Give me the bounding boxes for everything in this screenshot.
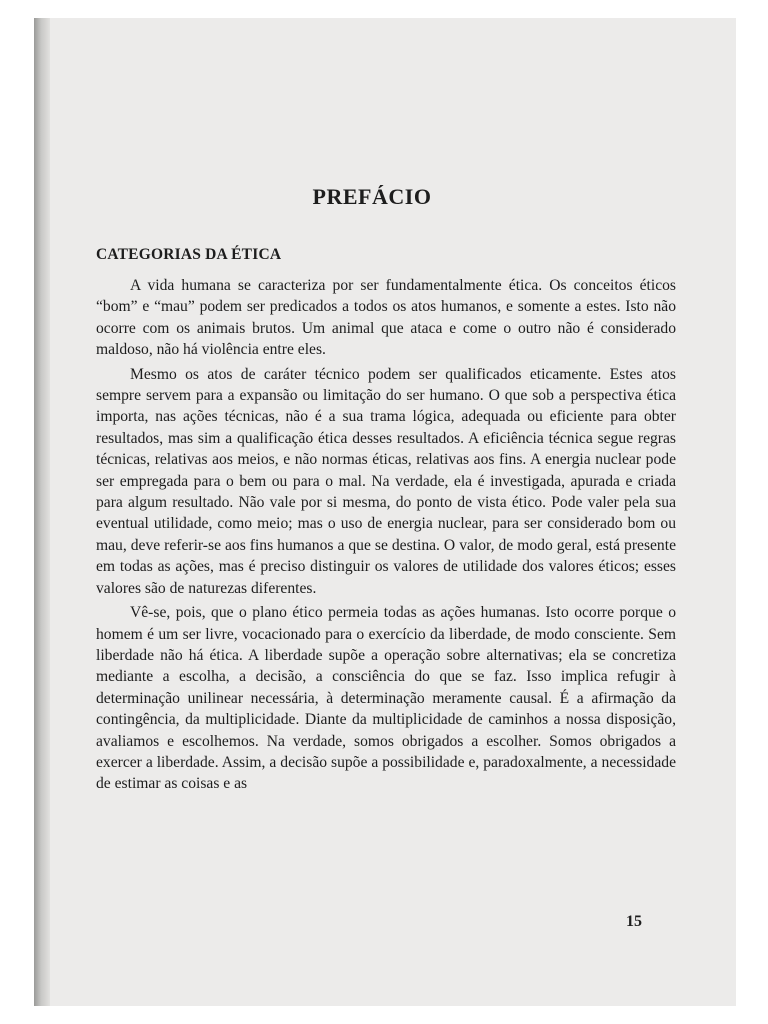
page-spine-shadow (34, 18, 50, 1006)
page-number: 15 (626, 913, 642, 930)
paragraph-1: A vida humana se caracteriza por ser fundamentalmente ética. Os conceitos éticos “bom” e “mau” podem ser predicados a todos os atos humanos, e somente a estes. Isto não ocorre com os animais brutos. Um animal que ataca e come o outro não é considerado maldoso, não há violência entre eles. (96, 277, 676, 359)
body-text (96, 275, 676, 798)
page-title: PREFÁCIO (312, 184, 432, 209)
book-page (34, 18, 736, 1006)
section-heading: CATEGORIAS DA ÉTICA (96, 246, 282, 263)
paragraph-3: Vê-se, pois, que o plano ético permeia todas as ações humanas. Isto ocorre porque o homem é um ser livre, vocacionado para o exercício da liberdade, de modo consciente. Sem liberdade não há ética. A liberdade supõe a operação sobre alternativas; ela se concretiza mediante a escolha, a decisão, a consciência do que se faz. Isso implica refugir à determinação unilinear necessária, à determinação meramente causal. É a afirmação da contingência, da multiplicidade. Diante da multiplicidade de caminhos a nossa disposição, avaliamos e escolhemos. Na verdade, somos obrigados a escolher. Somos obrigados a exercer a liberdade. Assim, a decisão supõe a possibilidade e, paradoxalmente, a necessidade de estimar as coisas e as (96, 604, 676, 793)
paragraph-2: Mesmo os atos de caráter técnico podem ser qualificados eticamente. Estes atos sempre servem para a expansão ou limitação do ser humano. O que sob a perspectiva ética importa, nas ações técnicas, não é a sua trama lógica, adequada ou eficiente para obter resultados, mas sim a qualificação ética desses resultados. A eficiência técnica segue regras técnicas, relativas aos meios, e não normas éticas, relativas aos fins. A energia nuclear pode ser empregada para o bem ou para o mal. Na verdade, ela é investigada, apurada e criada para algum resultado. Não vale por si mesma, do ponto de vista ético. Pode valer pela sua eventual utilidade, como meio; mas o uso de energia nuclear, para ser considerado bom ou mau, deve referir-se aos fins humanos a que se destina. O valor, de modo geral, está presente em todas as ações, mas é preciso distinguir os valores de utilidade dos valores éticos; esses valores são de naturezas diferentes. (96, 365, 676, 597)
